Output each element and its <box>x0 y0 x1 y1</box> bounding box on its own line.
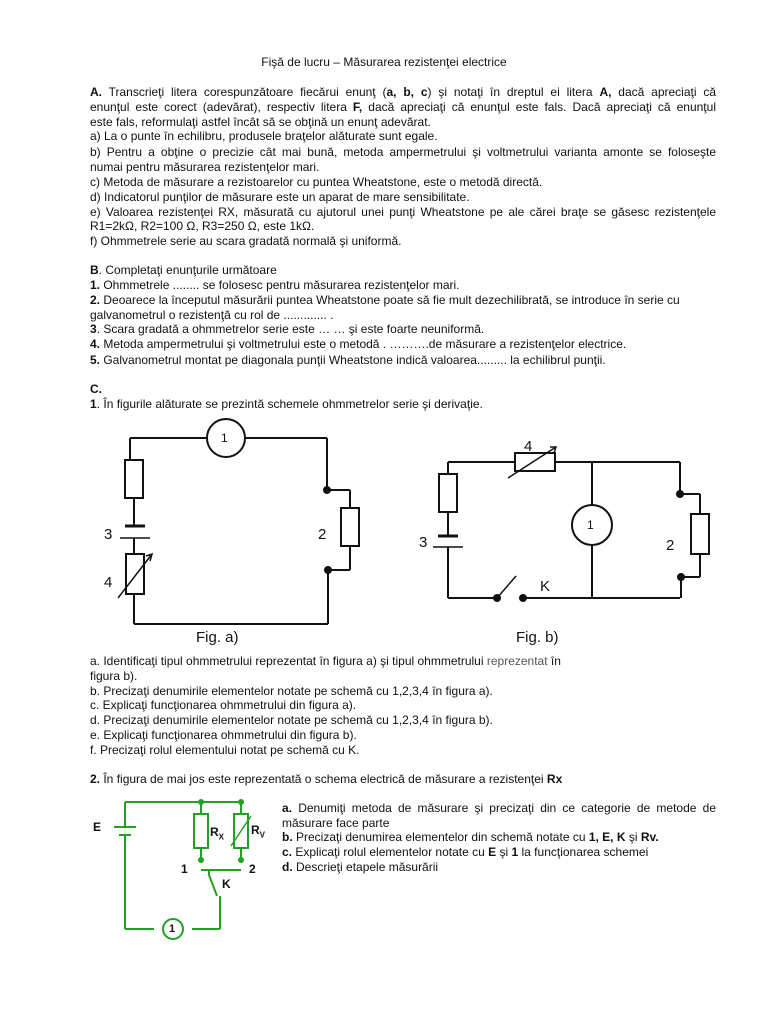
statement-e-line2: R1=2kΩ, R2=100 Ω, R3=250 Ω, este 1kΩ. <box>90 219 315 233</box>
fig-b-switch-label: K <box>540 578 551 595</box>
section-a-letter: A. <box>90 85 102 99</box>
text: şi <box>496 845 512 859</box>
text: C. <box>90 382 102 396</box>
text: În figura de mai jos este reprezentată o schema electrică de măsurare a rezistenţei <box>100 772 547 786</box>
circuit3-k-label: K <box>222 877 231 891</box>
text: Rx <box>546 772 563 786</box>
text: R <box>210 825 219 839</box>
text: Descrieţi etapele măsurării <box>292 860 439 874</box>
circuit3-switch <box>209 875 217 896</box>
fig-a-meter-label: 1 <box>221 431 228 445</box>
section-b-letter: B <box>90 263 99 277</box>
fig-b-meter-label: 1 <box>587 518 594 532</box>
circuit3-rx-label <box>210 825 224 844</box>
text: Denumiţi metoda de măsurare şi precizaţi din ce categorie de metode de <box>292 801 716 815</box>
c1-item-e: e. Explicaţi funcţionarea ohmmetrului din figura b). <box>90 728 357 742</box>
text: 1 <box>511 845 519 859</box>
text: F, <box>352 100 363 114</box>
c2-item-c <box>282 845 648 860</box>
fig-a-resistor-label: 2 <box>318 526 327 543</box>
text: E <box>488 845 497 859</box>
text: enunţul este corect (adevărat), respectiv litera <box>90 100 353 114</box>
fig-a-caption: Fig. a) <box>196 629 239 646</box>
item-b2-line2: galvanometrul o rezistenţă cu rol de ............. . <box>90 308 334 322</box>
text: d. <box>282 860 293 874</box>
text: X <box>218 832 225 842</box>
fig-a-rheostat-label: 4 <box>104 574 113 591</box>
statement-f: f) Ohmmetrele serie au scara gradată normală şi uniformă. <box>90 234 402 248</box>
text: A, <box>599 85 612 99</box>
text: Precizaţi denumirea elementelor din schemă notate cu <box>292 830 589 844</box>
text: 1. <box>90 278 101 292</box>
text: Deoarece la începutul măsurării puntea Wheatstone poate să fie mult dezechilibrată, se introduce în serie cu <box>100 293 680 307</box>
text: 1 <box>90 397 97 411</box>
text: în <box>547 654 561 668</box>
text: 2. <box>90 772 101 786</box>
circuit3-node2-label: 2 <box>249 862 256 876</box>
fig-b-resistor-label: 2 <box>666 537 675 554</box>
text: b) Pentru a obţine o precizie cât mai bună, metoda ampermetrului şi voltmetrului varianta amonte se foloseşte <box>90 145 716 159</box>
fig-b-battery-label: 3 <box>419 534 428 551</box>
statement-c: c) Metoda de măsurare a rezistoarelor cu puntea Wheatstone, este o metodă directă. <box>90 175 543 189</box>
circuit3-rx <box>194 814 208 848</box>
text: a, b, c <box>386 85 428 99</box>
c2-item-b <box>282 830 659 845</box>
text: c. <box>282 845 293 859</box>
text: la funcţionarea schemei <box>518 845 649 859</box>
text: ) şi notaţi în dreptul ei litera <box>427 85 600 99</box>
c1-item-b: b. Precizaţi denumirile elementelor notate pe schemă cu 1,2,3,4 în figura a). <box>90 684 493 698</box>
statement-a: a) La o punte în echilibru, produsele braţelor alăturate sunt egale. <box>90 129 438 143</box>
text: e) Valoarea rezistenţei RX, măsurată cu ajutorul unei punţi Wheatstone pe ale cărei braţe se găsesc rezistenţele <box>90 205 716 219</box>
statement-b-line2: numai pentru măsurarea rezistenţelor mari. <box>90 160 320 174</box>
circuit3-rv-label <box>251 823 265 842</box>
fig-a-battery-label: 3 <box>104 526 113 543</box>
text: Explicaţi rolul elementelor notate cu <box>292 845 489 859</box>
text: dacă apreciaţi că <box>611 85 717 99</box>
text: Transcrieţi litera corespunzătoare fiecărui enunţ ( <box>102 85 387 99</box>
circuit3-node1-label: 1 <box>181 862 188 876</box>
c2-item-d <box>282 860 438 875</box>
statement-d: d) Indicatorul punţilor de măsurare este un aparat de mare sensibilitate. <box>90 190 470 204</box>
text: R <box>251 823 260 837</box>
c2-item-a-line1 <box>282 801 716 816</box>
text: 4. <box>90 337 101 351</box>
text: Metoda ampermetrului şi voltmetrului este o metodă . ……….de măsurare a rezistenţelor electrice. <box>100 337 627 351</box>
text: dacă apreciaţi că enunţul este fals. Dacă apreciaţi că enunţul <box>362 100 716 114</box>
fig-b-rheostat-label: 4 <box>524 438 533 455</box>
c1-item-c: c. Explicaţi funcţionarea ohmmetrului din figura a). <box>90 698 357 712</box>
text: reprezentat <box>486 654 548 668</box>
c2-item-a-line2: măsurare face parte <box>282 816 390 830</box>
section-a-intro-line3: este fals, reformulaţi astfel încât să se obţină un enunţ adevărat. <box>90 115 431 129</box>
text: V <box>259 830 266 840</box>
text: a. <box>282 801 293 815</box>
text: 3 <box>90 322 97 336</box>
text: Ohmmetrele ........ se folosesc pentru măsurarea rezistenţelor mari. <box>100 278 460 292</box>
text: Galvanometrul montat pe diagonala punţii Wheatstone indică valoarea......... la echilibrul punţii. <box>100 353 606 367</box>
text: 2. <box>90 293 101 307</box>
text: b. <box>282 830 293 844</box>
page-title: Fişă de lucru – Măsurarea rezistenţei electrice <box>261 55 507 69</box>
c1-item-a-line2: figura b). <box>90 669 138 683</box>
text: şi <box>625 830 641 844</box>
text: 5. <box>90 353 101 367</box>
fig-b-caption: Fig. b) <box>516 629 559 646</box>
text: 1, E, K <box>588 830 626 844</box>
circuit3-e-label: E <box>93 820 102 834</box>
c1-item-d: d. Precizaţi denumirile elementelor notate pe schemă cu 1,2,3,4 în figura b). <box>90 713 493 727</box>
text: Rv. <box>640 830 659 844</box>
circuit3-meter-label: 1 <box>169 923 176 935</box>
text: . Scara gradată a ohmmetrelor serie este … … şi este foarte neuniformă. <box>96 322 485 336</box>
text: a. Identificaţi tipul ohmmetrului reprezentat în figura a) şi tipul ohmmetrului <box>90 654 487 668</box>
text: . În figurile alăturate se prezintă schemele ohmmetrelor serie şi derivaţie. <box>96 397 483 411</box>
text: . Completaţi enunţurile următoare <box>98 263 277 277</box>
c1-item-f: f. Precizaţi rolul elementului notat pe schemă cu K. <box>90 743 360 757</box>
